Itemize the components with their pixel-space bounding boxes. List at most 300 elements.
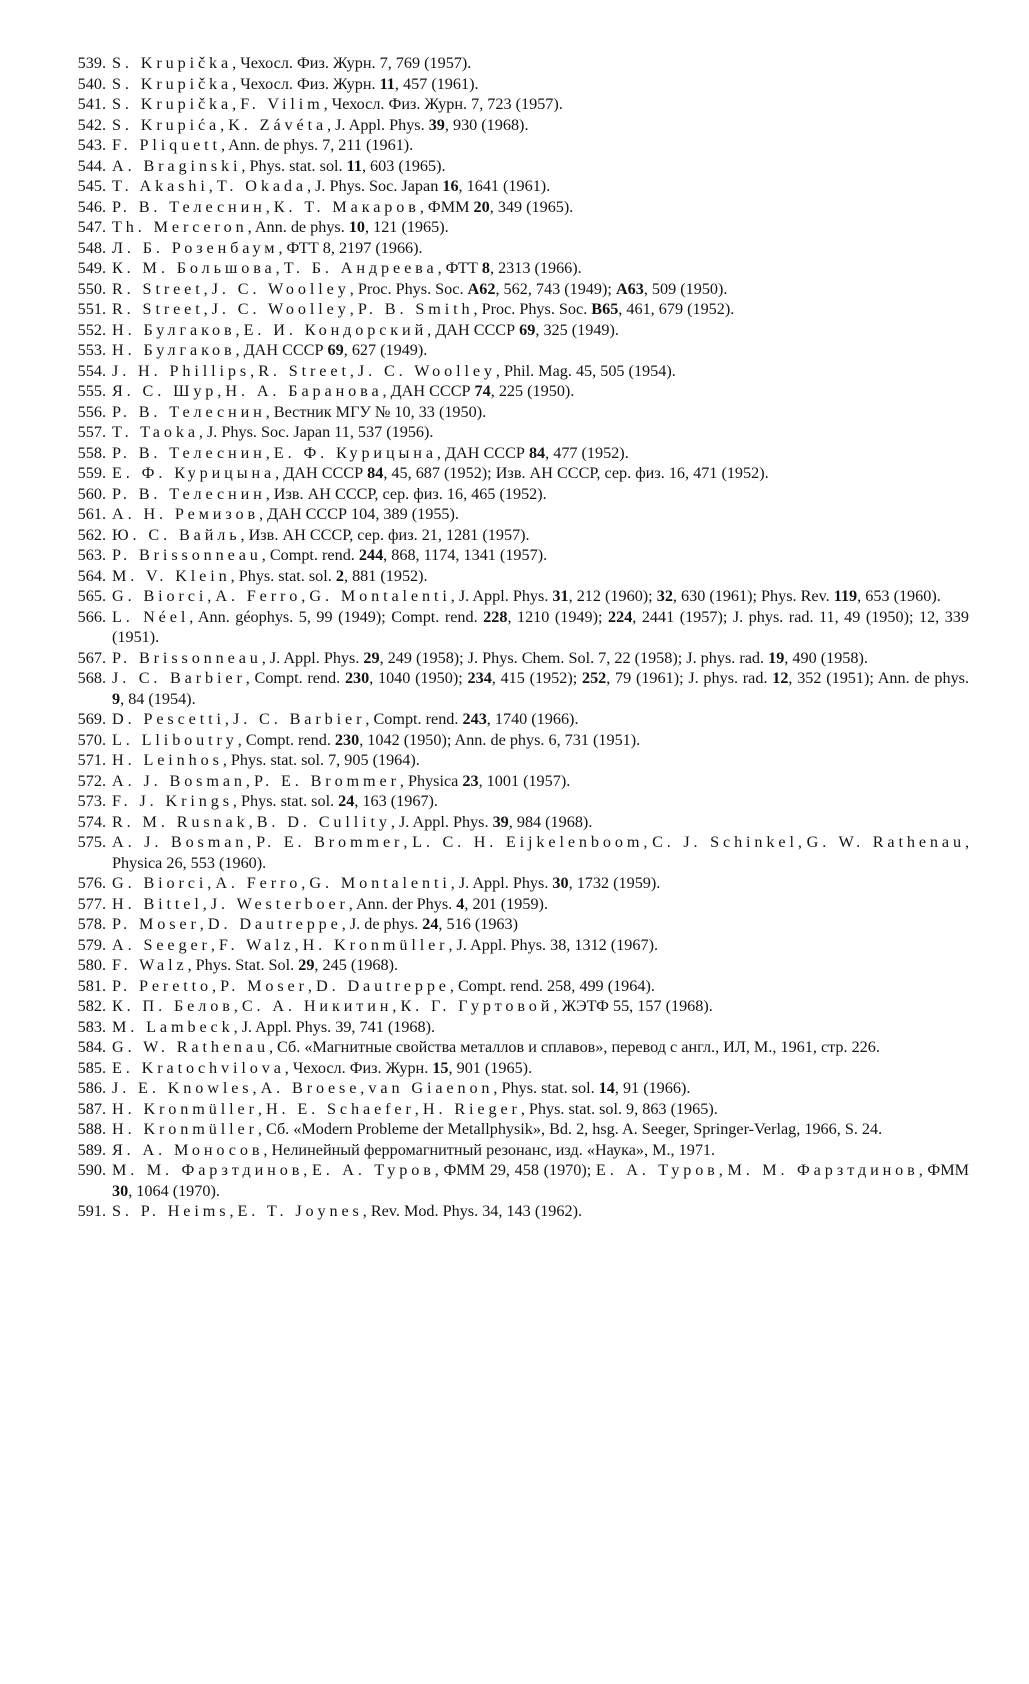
reference-number: 540. — [77, 74, 106, 93]
citation-text: , 352 (1951); Ann. de phys. — [788, 669, 970, 687]
citation-text: , ФММ — [918, 1161, 969, 1179]
citation-text: , — [208, 177, 217, 195]
reference-text — [112, 463, 969, 484]
volume-number: 243 — [462, 710, 487, 728]
author-name: Е. И. Кондорский — [243, 320, 428, 339]
volume-number: 244 — [358, 546, 384, 564]
citation-text: , 2441 (1957); J. phys. rad. 11, 49 (1950); 12, 339 (1951). — [112, 607, 969, 646]
reference-item — [56, 566, 969, 587]
author-name: J. C. Woolley — [211, 300, 350, 318]
reference-number: 580. — [77, 956, 106, 974]
reference-item — [56, 340, 969, 361]
citation-text: , — [392, 997, 401, 1015]
volume-number: 30 — [552, 874, 569, 892]
reference-text — [112, 873, 969, 894]
citation-text: , Изв. АН СССР, сер. физ. 21, 1281 (1957). — [240, 525, 530, 544]
reference-number: 550. — [77, 279, 106, 298]
reference-number: 591. — [77, 1202, 106, 1220]
author-name: B. D. Cullity — [256, 812, 391, 831]
citation-text: , 653 (1960). — [857, 587, 941, 605]
citation-text: , 984 (1968). — [508, 812, 593, 831]
reference-text — [112, 525, 969, 546]
author-name: К. Г. Гуртовой — [400, 997, 554, 1015]
citation-text: , 562, 743 (1949); — [495, 279, 616, 298]
volume-number: 10 — [348, 218, 366, 236]
reference-text — [112, 1099, 969, 1120]
citation-text: , J. de phys. — [341, 915, 423, 933]
citation-text: , Ann. der Phys. — [348, 894, 457, 913]
volume-number: 84 — [528, 443, 546, 462]
author-name: T. Akashi — [112, 177, 209, 195]
reference-text — [112, 894, 969, 915]
reference-text — [112, 299, 969, 320]
author-name: A. Broese — [260, 1079, 361, 1097]
reference-number: 575. — [77, 833, 106, 851]
volume-number: 4 — [456, 894, 465, 913]
reference-item — [56, 1140, 969, 1161]
author-name: Е. А. Туров — [595, 1161, 719, 1179]
volume-number: 224 — [608, 607, 633, 626]
citation-text: , 212 (1960); — [568, 587, 657, 605]
citation-text: , Ann. de phys. — [247, 218, 349, 236]
reference-item — [56, 504, 969, 525]
reference-text — [112, 361, 969, 382]
reference-number: 586. — [77, 1079, 106, 1097]
citation-text: , 45, 687 (1952); Изв. АН СССР, сер. физ. 16, 471 (1952). — [383, 464, 769, 482]
volume-number: 230 — [334, 730, 360, 749]
reference-number: 587. — [77, 1099, 106, 1118]
author-name: С. А. Никитин — [241, 997, 393, 1015]
author-name: J. C. Woolley — [357, 361, 496, 380]
author-name: M. Lambeck — [112, 1017, 234, 1036]
citation-text: , ФММ 29, 458 (1970); — [434, 1161, 596, 1179]
citation-text: , — [360, 1079, 369, 1097]
reference-number: 576. — [77, 874, 106, 892]
citation-text: , 225 (1950). — [490, 382, 575, 400]
reference-number: 590. — [77, 1161, 106, 1179]
author-name: J. E. Knowles — [112, 1079, 253, 1097]
author-name: Р. В. Телеснин — [112, 443, 266, 462]
citation-text: , — [235, 320, 244, 339]
reference-number: 568. — [77, 669, 106, 687]
reference-text — [112, 217, 969, 238]
citation-text: , — [217, 382, 226, 400]
reference-item — [56, 750, 969, 771]
author-name: М. М. Фарзтдинов — [727, 1161, 919, 1179]
citation-text: , 249 (1958); J. Phys. Chem. Sol. 7, 22 (1958); J. phys. rad. — [379, 648, 769, 667]
citation-text: , 1210 (1949); — [507, 607, 608, 626]
reference-text — [112, 566, 969, 587]
author-name: A. J. Bosman — [112, 833, 248, 851]
citation-text: , — [232, 95, 241, 113]
author-name: Р. В. Телеснин — [112, 402, 266, 421]
citation-text: , Compt. rend. — [237, 730, 335, 749]
volume-number: 16 — [442, 177, 459, 195]
author-name: P. E. Brommer — [256, 833, 404, 851]
reference-text — [112, 1017, 969, 1038]
citation-text: , 1064 (1970). — [128, 1181, 220, 1200]
reference-number: 577. — [77, 894, 106, 913]
citation-text: , — [203, 279, 212, 298]
reference-item — [56, 463, 969, 484]
citation-text: , 603 (1965). — [361, 156, 446, 175]
reference-text — [112, 1037, 969, 1058]
reference-item — [56, 135, 969, 156]
author-name: J. C. Woolley — [211, 279, 350, 298]
citation-text: , — [303, 1161, 312, 1179]
reference-text — [112, 443, 969, 464]
citation-text: , Phys. stat. sol. 7, 905 (1964). — [222, 751, 420, 769]
reference-number: 564. — [77, 566, 106, 585]
citation-text: , Compt. rend. — [245, 669, 345, 687]
citation-text: , Phys. Stat. Sol. — [187, 956, 299, 974]
citation-text: , Нелинейный ферромагнитный резонанс, изд. «Наука», М., 1971. — [263, 1140, 716, 1159]
citation-text: , — [203, 300, 212, 318]
reference-text — [112, 238, 969, 259]
author-name: F. Pliquett — [112, 136, 221, 154]
author-name: Н. Булгаков — [112, 320, 236, 339]
reference-item — [56, 484, 969, 505]
reference-number: 582. — [77, 997, 106, 1015]
citation-text: , — [718, 1161, 728, 1179]
reference-number: 551. — [77, 300, 106, 318]
volume-number: 252 — [581, 669, 607, 687]
reference-text — [112, 648, 969, 669]
citation-text: , Phys. stat. sol. 9, 863 (1965). — [520, 1099, 718, 1118]
citation-text: , 1732 (1959). — [568, 874, 661, 892]
citation-text: , Physica — [399, 771, 463, 790]
citation-text: , — [403, 833, 413, 851]
citation-text: , 461, 679 (1952). — [618, 300, 735, 318]
author-name: P. Brissonneau — [112, 648, 262, 667]
citation-text: , ЖЭТФ 55, 157 (1968). — [553, 997, 713, 1015]
volume-number: 39 — [492, 812, 509, 831]
reference-item — [56, 74, 969, 95]
volume-number: 20 — [473, 197, 490, 216]
reference-text — [112, 955, 969, 976]
reference-number: 572. — [77, 771, 106, 790]
citation-text: , Чехосл. Физ. Журн. 7, 723 (1957). — [323, 95, 563, 113]
reference-number: 546. — [77, 197, 106, 216]
author-name: S. Krupička — [112, 54, 233, 72]
author-name: P. Moser — [112, 915, 200, 933]
author-name: Р. В. Телеснин — [112, 197, 266, 216]
citation-text: , — [301, 587, 310, 605]
citation-text: , Вестник МГУ № 10, 33 (1950). — [265, 402, 487, 421]
volume-number: 12 — [772, 669, 789, 687]
reference-text — [112, 771, 969, 792]
author-name: J. C. Barbier — [112, 669, 246, 687]
reference-text — [112, 1201, 969, 1222]
reference-number: 548. — [77, 238, 106, 257]
reference-text — [112, 935, 969, 956]
reference-text — [112, 996, 969, 1017]
author-name: S. P. Heims — [112, 1202, 230, 1220]
citation-text: , 349 (1965). — [489, 197, 574, 216]
citation-text: , J. Appl. Phys. — [450, 874, 553, 892]
author-name: A. Ferro — [215, 587, 302, 605]
reference-item — [56, 1078, 969, 1099]
citation-text: , 2313 (1966). — [489, 259, 582, 277]
author-name: D. Dautreppe — [207, 915, 342, 933]
citation-text: , 245 (1968). — [314, 956, 399, 974]
reference-item — [56, 914, 969, 935]
citation-text: , Ann. de phys. 7, 211 (1961). — [220, 136, 414, 154]
volume-number: 234 — [467, 669, 492, 687]
author-name: R. Street — [258, 361, 350, 380]
reference-item — [56, 607, 969, 648]
citation-text: , Compt. rend. — [365, 710, 463, 728]
reference-item — [56, 115, 969, 136]
citation-text: , J. Appl. Phys. — [450, 587, 553, 605]
author-name: R. Street — [112, 279, 204, 298]
reference-item — [56, 94, 969, 115]
citation-text: , — [294, 935, 303, 954]
citation-text: , 881 (1952). — [343, 566, 428, 585]
citation-text: , 79 (1961); J. phys. rad. — [606, 669, 773, 687]
author-name: T. Okada — [216, 177, 307, 195]
author-name: F. Walz — [112, 956, 188, 974]
author-name: H. Bittel — [112, 894, 203, 913]
author-name: Н. Булгаков — [112, 341, 236, 359]
reference-item — [56, 545, 969, 566]
reference-text — [112, 176, 969, 197]
author-name: F. Walz — [218, 935, 295, 954]
volume-number: 30 — [112, 1181, 129, 1200]
author-name: L. Néel — [112, 607, 190, 626]
reference-number: 574. — [77, 812, 106, 831]
reference-item — [56, 361, 969, 382]
reference-text — [112, 402, 969, 423]
author-name: J. Westerboer — [210, 894, 349, 913]
reference-item — [56, 1201, 969, 1222]
reference-text — [112, 914, 969, 935]
citation-text: , — [250, 361, 259, 380]
reference-text — [112, 976, 969, 997]
reference-item — [56, 1119, 969, 1140]
volume-number: 228 — [483, 607, 508, 626]
citation-text: , Чехосл. Физ. Журн. — [232, 74, 380, 93]
volume-number: A63 — [615, 279, 644, 298]
citation-text: , J. Appl. Phys. — [390, 812, 493, 831]
citation-text: , — [349, 361, 358, 380]
volume-number: 39 — [428, 115, 445, 134]
citation-text: , J. Appl. Phys. 38, 1312 (1967). — [448, 935, 659, 954]
citation-text: , — [349, 300, 358, 318]
reference-text — [112, 135, 969, 156]
author-name: P. E. Brommer — [254, 771, 400, 790]
volume-number: A62 — [467, 279, 496, 298]
reference-number: 569. — [77, 710, 106, 728]
author-name: G. Montalenti — [309, 874, 451, 892]
reference-number: 584. — [77, 1038, 106, 1056]
reference-item — [56, 791, 969, 812]
citation-text: , Phil. Mag. 45, 505 (1954). — [495, 361, 676, 380]
author-name: P. Moser — [220, 976, 308, 995]
reference-text — [112, 320, 969, 341]
reference-item — [56, 156, 969, 177]
author-name: E. Kratochvilova — [112, 1058, 285, 1077]
citation-text: , — [248, 812, 257, 831]
reference-text — [112, 340, 969, 361]
author-name: E. T. Joynes — [237, 1202, 363, 1220]
volume-number: 8 — [481, 259, 490, 277]
author-name: A. Braginski — [112, 156, 242, 175]
reference-number: 541. — [77, 95, 106, 113]
reference-number: 589. — [77, 1140, 106, 1159]
reference-item — [56, 238, 969, 259]
reference-item — [56, 1160, 969, 1201]
citation-text: , — [265, 443, 274, 462]
author-name: Я. С. Шур — [112, 382, 218, 400]
author-name: L. C. H. Eijkelenboom — [412, 833, 644, 851]
reference-text — [112, 812, 969, 833]
volume-number: 32 — [656, 587, 673, 605]
citation-text: , — [307, 976, 317, 995]
citation-text: , 477 (1952). — [545, 443, 629, 462]
reference-number: 563. — [77, 546, 106, 564]
reference-number: 545. — [77, 177, 106, 195]
reference-number: 561. — [77, 505, 106, 523]
reference-number: 581. — [77, 976, 106, 995]
reference-item — [56, 422, 969, 443]
citation-text: , Phys. stat. sol. — [232, 792, 339, 810]
reference-text — [112, 832, 969, 873]
reference-item — [56, 217, 969, 238]
author-name: T. Taoka — [112, 423, 199, 441]
reference-number: 557. — [77, 423, 106, 441]
reference-text — [112, 381, 969, 402]
citation-text: , 490 (1958). — [784, 648, 868, 667]
reference-text — [112, 607, 969, 648]
citation-text: , — [212, 976, 221, 995]
reference-item — [56, 730, 969, 751]
citation-text: , Proc. Phys. Soc. — [349, 279, 468, 298]
reference-item — [56, 709, 969, 730]
author-name: Ю. С. Вайль — [112, 525, 241, 544]
reference-item — [56, 381, 969, 402]
author-name: М. М. Фарзтдинов — [112, 1161, 304, 1179]
author-name: Th. Merceron — [112, 218, 248, 236]
citation-text: , ДАН СССР 104, 389 (1955). — [259, 505, 459, 523]
author-name: S. Krupička — [112, 74, 233, 93]
citation-text: , 84 (1954). — [120, 689, 196, 708]
author-name: L. Lliboutry — [112, 730, 238, 749]
citation-text: , 121 (1965). — [365, 218, 449, 236]
citation-text: , — [275, 259, 284, 277]
author-name: P. Brissonneau — [112, 546, 262, 564]
volume-number: 23 — [462, 771, 479, 790]
author-name: Е. Ф. Курицына — [273, 443, 437, 462]
reference-text — [112, 730, 969, 751]
reference-item — [56, 832, 969, 873]
reference-item — [56, 648, 969, 669]
citation-text: , — [207, 874, 216, 892]
citation-text: , Rev. Mod. Phys. 34, 143 (1962). — [362, 1202, 583, 1220]
reference-number: 573. — [77, 792, 106, 810]
author-name: Р. В. Телеснин — [112, 484, 266, 503]
citation-text: , — [199, 915, 208, 933]
reference-text — [112, 197, 969, 218]
citation-text: , — [247, 833, 257, 851]
author-name: G. W. Rathenau — [806, 833, 965, 851]
author-name: Л. Б. Розенбаум — [112, 238, 279, 257]
citation-text: , 930 (1968). — [444, 115, 529, 134]
citation-text: , J. Appl. Phys. — [327, 115, 429, 134]
citation-text: , 901 (1965). — [448, 1058, 533, 1077]
reference-number: 570. — [77, 730, 106, 749]
author-name: G. W. Rathenau — [112, 1038, 269, 1056]
author-name: S. Krupića — [112, 115, 221, 134]
reference-item — [56, 197, 969, 218]
volume-number: 119 — [833, 587, 858, 605]
citation-text: , 201 (1959). — [464, 894, 548, 913]
citation-text: , Compt. rend. 258, 499 (1964). — [449, 976, 655, 995]
author-name: C. J. Schinkel — [652, 833, 798, 851]
citation-text: , — [220, 115, 229, 134]
citation-text: , — [224, 710, 233, 728]
reference-item — [56, 976, 969, 997]
citation-text: , — [202, 894, 211, 913]
volume-number: 230 — [344, 669, 370, 687]
volume-number: 69 — [519, 320, 536, 339]
reference-item — [56, 996, 969, 1017]
citation-text: , Proc. Phys. Soc. — [473, 300, 592, 318]
citation-text: , Compt. rend. — [261, 546, 359, 564]
reference-item — [56, 873, 969, 894]
volume-number: 31 — [552, 587, 569, 605]
reference-item — [56, 894, 969, 915]
citation-text: , Ann. géophys. 5, 99 (1949); Compt. rend. — [189, 607, 484, 626]
reference-item — [56, 955, 969, 976]
volume-number: 19 — [768, 648, 785, 667]
citation-text: , Physica 26, 553 (1960). — [112, 833, 970, 872]
author-name: А. Н. Ремизов — [112, 505, 260, 523]
author-name: К. Т. Макаров — [273, 197, 420, 216]
reference-item — [56, 1058, 969, 1079]
author-name: H. Kronmüller — [112, 1120, 258, 1138]
author-name: Я. А. Моносов — [112, 1140, 264, 1159]
citation-text: , 1042 (1950); Ann. de phys. 6, 731 (1951). — [359, 730, 641, 749]
reference-number: 556. — [77, 402, 106, 421]
reference-text — [112, 586, 969, 607]
citation-text: , — [207, 587, 216, 605]
reference-number: 571. — [77, 751, 106, 769]
reference-item — [56, 279, 969, 300]
author-name: H. Rieger — [422, 1099, 521, 1118]
volume-number: 69 — [327, 341, 344, 359]
citation-text: , — [797, 833, 807, 851]
citation-text: , ФММ — [419, 197, 474, 216]
citation-text: , Сб. «Modern Probleme der Metallphysik», Bd. 2, hsg. A. Seeger, Springer-Verlag, 1966, S. 24. — [257, 1120, 883, 1138]
citation-text: , 91 (1966). — [614, 1079, 691, 1097]
author-name: К. М. Большова — [112, 259, 276, 277]
volume-number: 11 — [379, 74, 395, 93]
citation-text: , — [414, 1099, 423, 1118]
citation-text: , 509 (1950). — [643, 279, 728, 298]
citation-text: , J. Phys. Soc. Japan — [306, 177, 443, 195]
citation-text: , ДАН СССР — [436, 443, 529, 462]
reference-item — [56, 812, 969, 833]
citation-text: , — [233, 997, 242, 1015]
reference-number: 554. — [77, 361, 106, 380]
reference-number: 562. — [77, 525, 106, 544]
reference-text — [112, 791, 969, 812]
volume-number: 2 — [335, 566, 344, 585]
citation-text: , — [257, 1099, 266, 1118]
author-name: Н. А. Баранова — [225, 382, 383, 400]
reference-item — [56, 443, 969, 464]
